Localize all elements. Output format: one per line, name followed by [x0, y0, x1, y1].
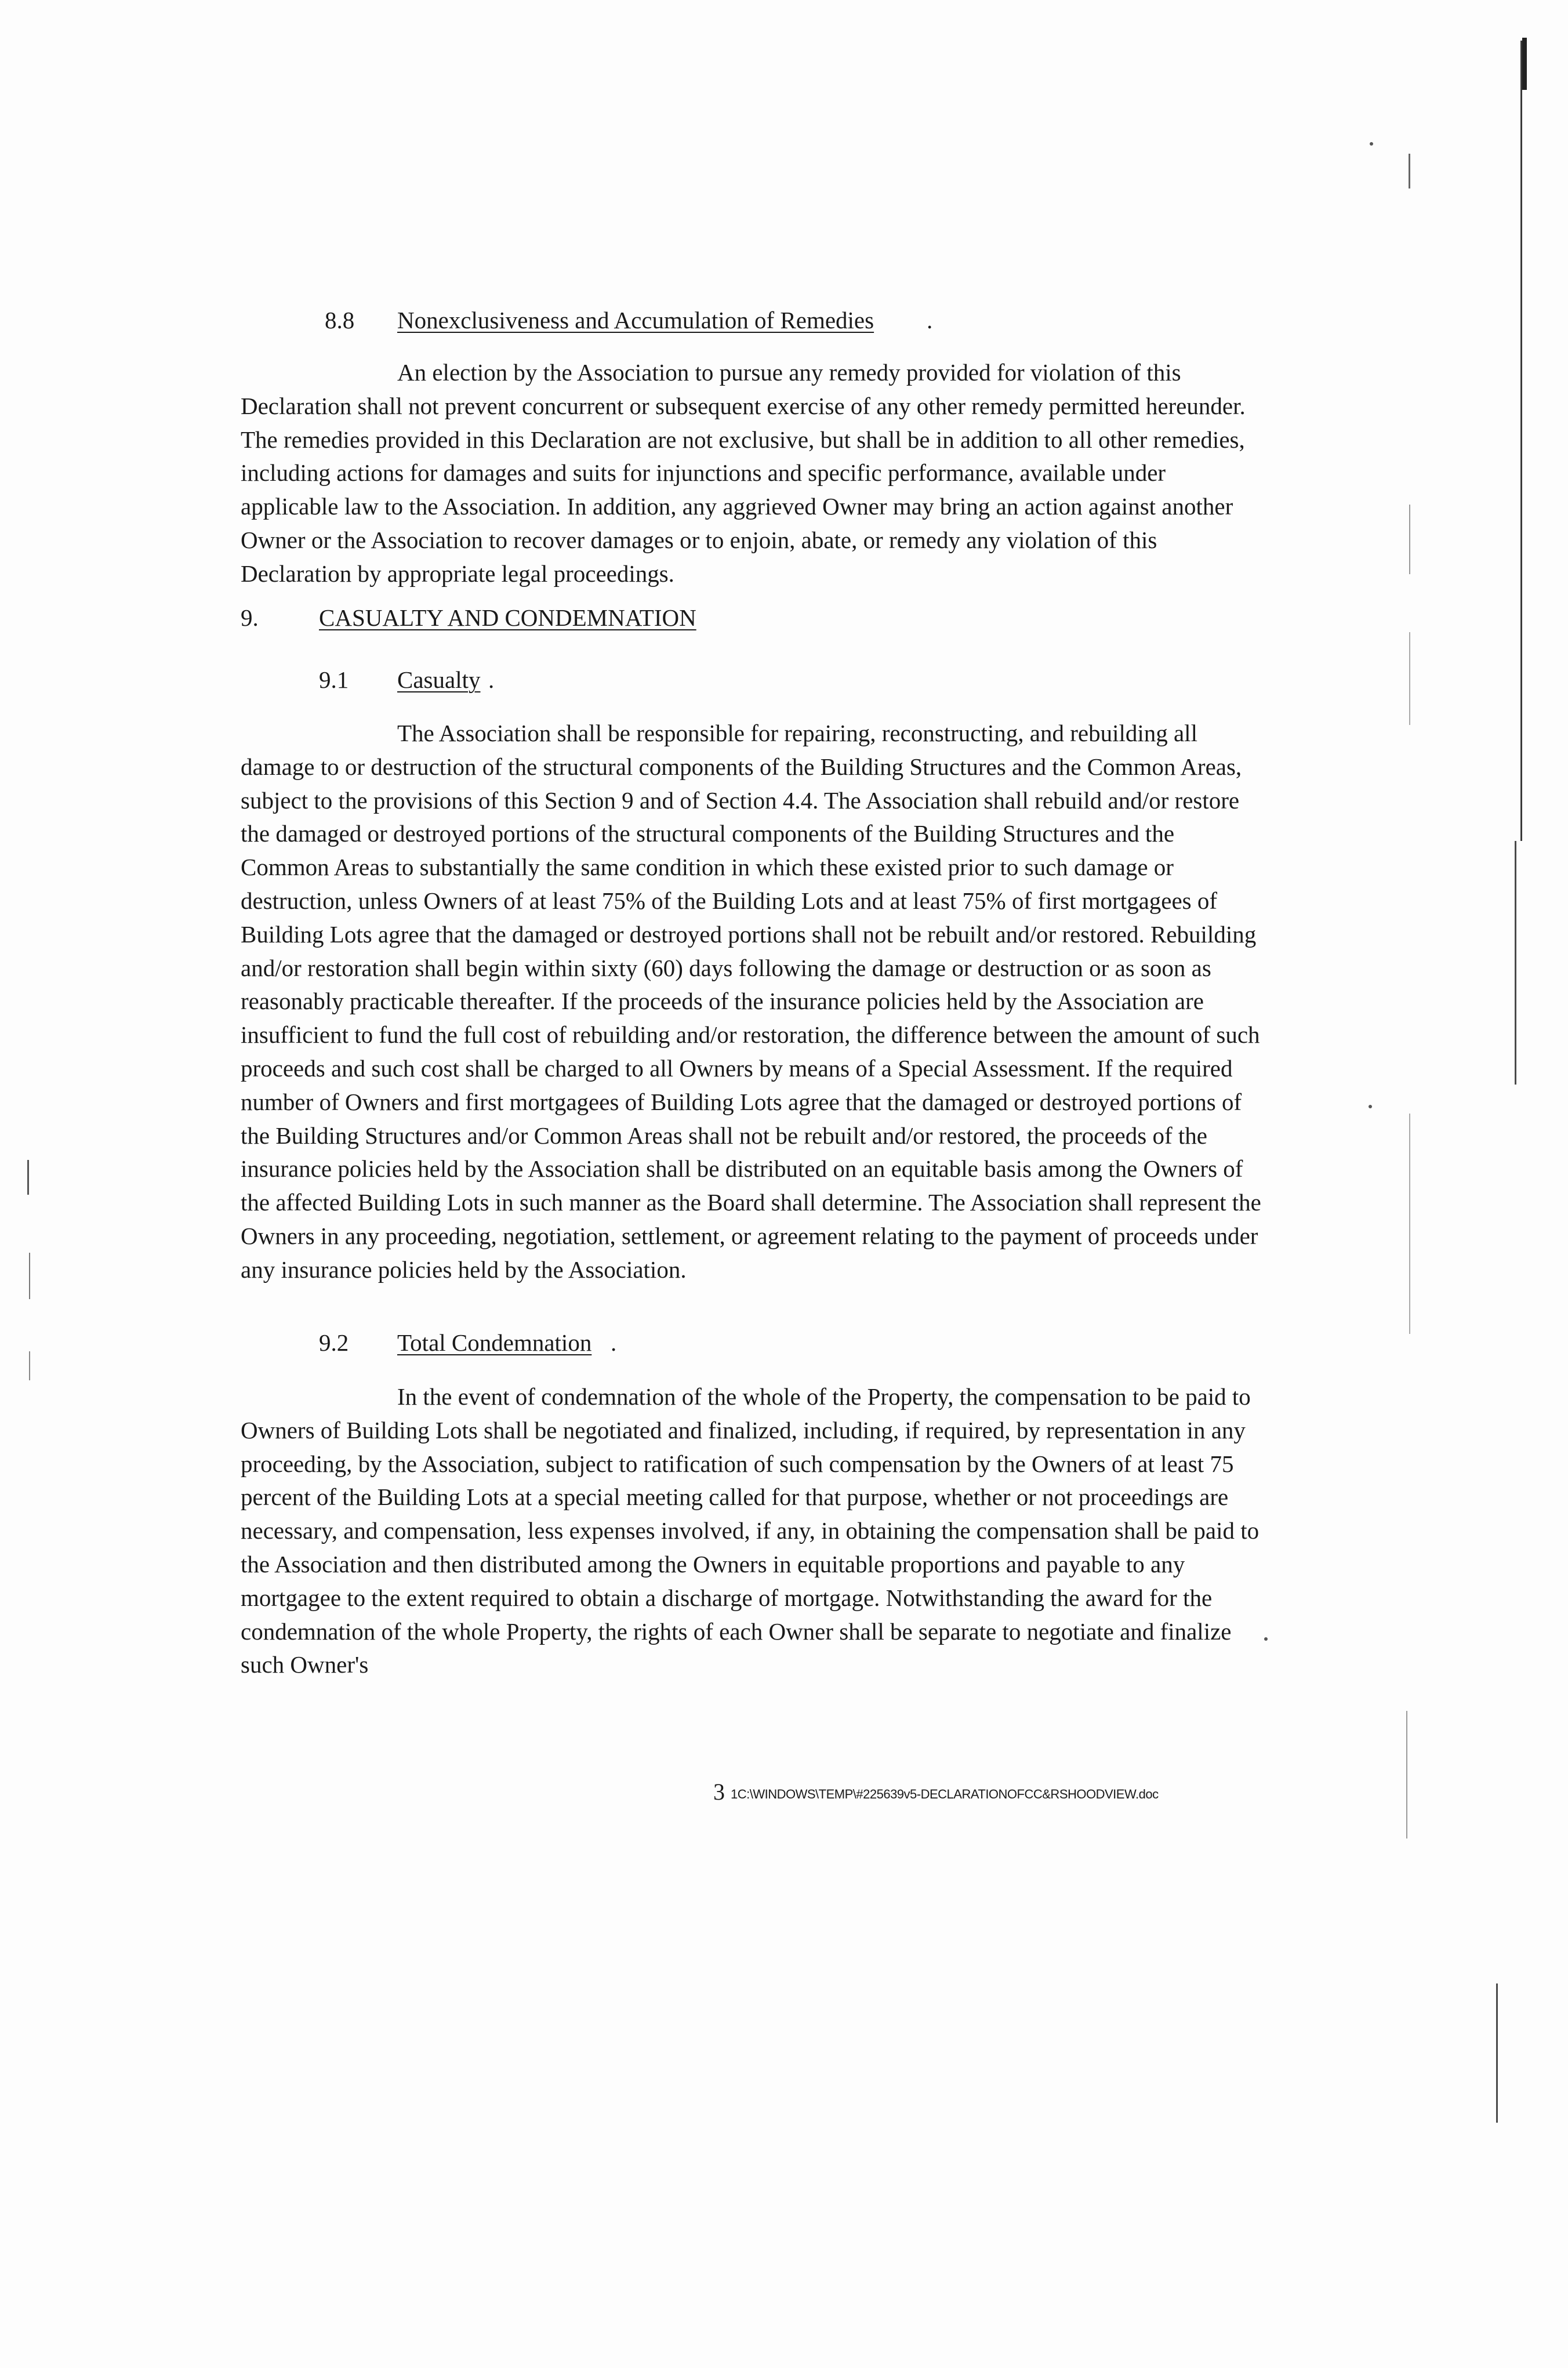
scan-dash-3: [1409, 632, 1410, 725]
section-9-2-body: In the event of condemnation of the whole of the Property, the compensation to be paid to Owners of Building Lots shall be negotiated and finalized, including, if required, by representation in any proceeding, by the Association, subject to ratification of such compensation by the Owners of at least 75 percent of the Building Lots at a special meeting called for that purpose, whether or not proceedings are necessary, and compensation, less expenses involved, if any, in obtaining the compensation shall be paid to the Association and then distributed among the Owners in equitable proportions and payable to any mortgagee to the extent required to obtain a discharge of mortgage. Notwithstanding the award for the condemnation of the whole Property, the rights of each Owner shall be separate to negotiate and finalize such Owner's: [241, 1383, 1260, 1678]
scan-speck-2: [1369, 1105, 1372, 1108]
section-9-2-number: 9.2: [319, 1329, 349, 1356]
section-8-8-number: 8.8: [325, 307, 355, 333]
page-number: 3: [713, 1779, 725, 1805]
scan-edge-line-top: [1520, 41, 1522, 841]
section-9-1-title: Casualty: [397, 666, 481, 693]
scan-edge-line-mid: [1515, 841, 1516, 1085]
scan-speck-1: [1370, 142, 1373, 146]
section-8-8-title-suffix: .: [927, 307, 933, 333]
scan-dash-left-1: [27, 1160, 29, 1195]
section-9-title: CASUALTY AND CONDEMNATION: [319, 604, 696, 631]
scan-edge-mark: [1522, 38, 1527, 90]
section-9-1-number: 9.1: [319, 666, 349, 693]
section-9-2-title: Total Condemnation: [397, 1329, 592, 1356]
section-9-number: 9.: [241, 604, 259, 631]
scan-dash-4: [1409, 1114, 1410, 1334]
scan-dash-left-2: [29, 1253, 30, 1299]
scan-dash-1: [1409, 154, 1410, 188]
section-8-8-title: [397, 306, 874, 335]
section-8-8-body: An election by the Association to pursue any remedy provided for violation of this Declaration shall not prevent concurrent or subsequent exercise of any other remedy permitted hereunder. The remedies provided in this Declaration are not exclusive, but shall be in addition to all other remedies, including actions for damages and suits for injunctions and specific performance, available under applicable law to the Association. In addition, any aggrieved Owner may bring an action against another Owner or the Association to recover damages or to enjoin, abate, or remedy any violation of this Declaration by appropriate legal proceedings.: [241, 359, 1246, 587]
file-path: 1C:\WINDOWS\TEMP\#225639v5-DECLARATIONOFCC&RSHOODVIEW.doc: [731, 1787, 1159, 1801]
scan-edge-line-low: [1496, 1983, 1498, 2123]
page-footer: [713, 1778, 1159, 1809]
section-9-2-title-suffix: .: [611, 1329, 617, 1356]
scan-dash-left-3: [29, 1351, 30, 1380]
section-8-8-title-text: Nonexclusiveness and Accumulation of Remedies: [397, 307, 874, 333]
section-9-1-body: The Association shall be responsible for repairing, reconstructing, and rebuilding all damage to or destruction of the structural components of the Building Structures and the Common Areas, subject to the provisions of this Section 9 and of Section 4.4. The Association shall rebuild and/or restore the damaged or destroyed portions of the structural components of the Building Structures and the Common Areas to substantially the same condition in which these existed prior to such damage or destruction, unless Owners of at least 75% of the Building Lots and at least 75% of first mortgagees of Building Lots agree that the damaged or destroyed portions shall not be rebuilt and/or restored. Rebuilding and/or restoration shall begin within sixty (60) days following the damage or destruction or as soon as reasonably practicable thereafter. If the proceeds of the insurance policies held by the Association are insufficient to fund the full cost of rebuilding and/or restoration, the difference between the amount of such proceeds and such cost shall be charged to all Owners by means of a Special Assessment. If the required number of Owners and first mortgagees of Building Lots agree that the damaged or destroyed portions of the Building Structures and/or Common Areas shall not be rebuilt and/or restored, the proceeds of the insurance policies held by the Association shall be distributed on an equitable basis among the Owners of the affected Building Lots in such manner as the Board shall determine. The Association shall represent the Owners in any proceeding, negotiation, settlement, or agreement relating to the payment of proceeds under any insurance policies held by the Association.: [241, 720, 1261, 1283]
scan-dash-5: [1406, 1711, 1407, 1838]
section-9-1-title-suffix: .: [488, 666, 495, 693]
scan-dash-2: [1409, 505, 1410, 574]
